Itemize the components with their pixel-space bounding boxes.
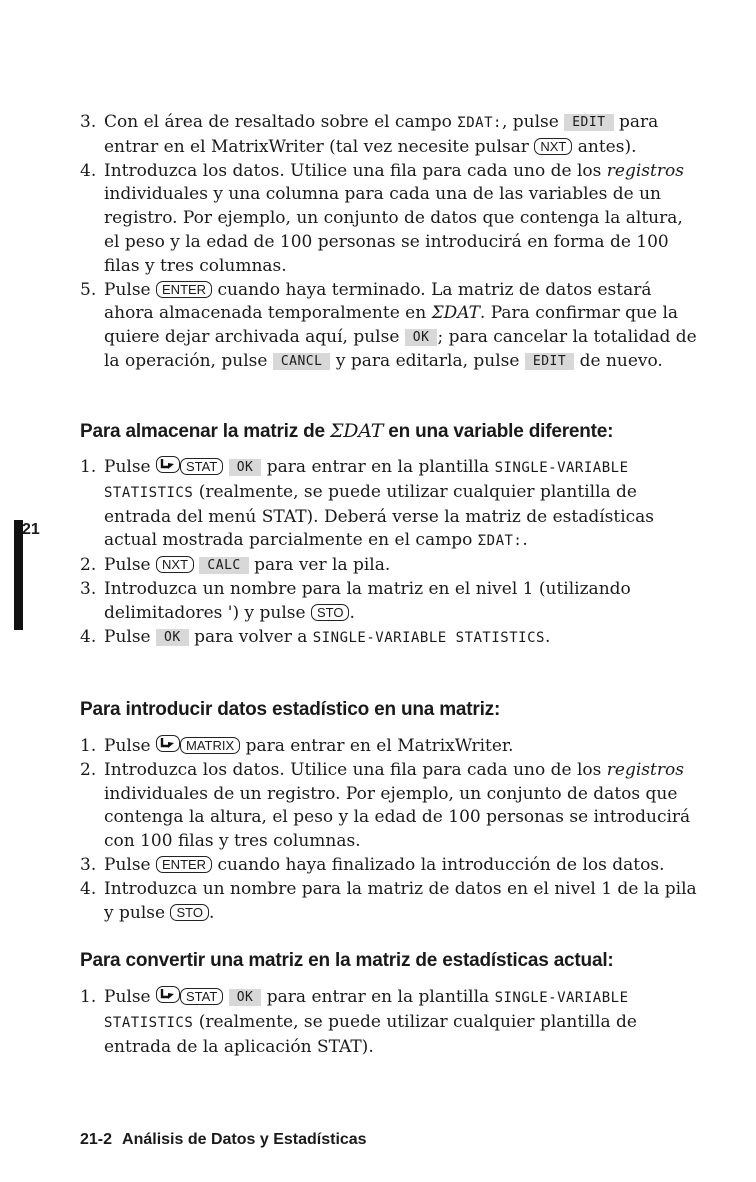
sto-key: STO xyxy=(170,904,209,921)
step-2: 2. Pulse NXT CALC para ver la pila. xyxy=(80,555,391,576)
page-footer xyxy=(80,1131,367,1149)
step-5: 5. Pulse ENTER cuando haya terminado. La matriz de datos estará ahora almacenada temporalmente en ΣDAT. Para confirmar que la quiere dejar archivada aquí, pulse OK ; para cancelar la totalidad de la operación, pulse CANCL y para editarla, pulse EDIT de nuevo. xyxy=(80,279,697,371)
chapter-title: Análisis de Datos y Estadísticas xyxy=(122,1131,367,1148)
steps-continuation xyxy=(80,111,700,374)
steps-introducir xyxy=(80,735,700,925)
template-name: SINGLE-VARIABLE STATISTICS xyxy=(104,460,629,501)
enter-key: ENTER xyxy=(156,281,212,298)
sto-key: STO xyxy=(311,604,350,621)
right-shift-icon xyxy=(156,986,180,1003)
nxt-key: NXT xyxy=(156,556,194,573)
stat-key: STAT xyxy=(180,458,223,475)
field-sdat: ΣDAT: xyxy=(477,533,523,550)
section-heading-almacenar: Para almacenar la matriz de ΣDAT en una variable diferente: xyxy=(80,420,614,442)
section-heading-introducir: Para introducir datos estadístico en una matriz: xyxy=(80,699,501,720)
ok-softkey: OK xyxy=(156,629,189,646)
template-name: SINGLE-VARIABLE STATISTICS xyxy=(312,629,545,646)
chapter-tab-number: 21 xyxy=(22,521,40,538)
step-1: 1. Pulse STAT OK para entrar en la plantilla SINGLE-VARIABLE STATISTICS (realmente, se puede utilizar cualquier plantilla de entrada del menú STAT). Deberá verse la matriz de estadísticas actual mostrada parcialmente en el campo ΣDAT:. xyxy=(80,457,655,551)
matrix-key: MATRIX xyxy=(180,737,240,754)
page-number: 21-2 xyxy=(80,1131,113,1148)
calc-softkey: CALC xyxy=(199,557,248,574)
step-1: 1. Pulse MATRIX para entrar en el MatrixWriter. xyxy=(80,736,514,756)
template-name: SINGLE-VARIABLE STATISTICS xyxy=(104,990,629,1031)
ok-softkey: OK xyxy=(229,989,262,1006)
right-shift-icon xyxy=(156,735,180,752)
step-1: 1. Pulse STAT OK para entrar en la plantilla SINGLE-VARIABLE STATISTICS (realmente, se puede utilizar cualquier plantilla de entrada de la aplicación STAT). xyxy=(80,987,637,1057)
ok-softkey: OK xyxy=(405,329,438,346)
step-3: 3. Introduzca un nombre para la matriz en el nivel 1 (utilizando delimitadores ') y pulse STO . xyxy=(80,578,631,623)
edit-softkey: EDIT xyxy=(564,114,613,131)
nxt-key: NXT xyxy=(534,138,572,155)
step-4: 4. Pulse OK para volver a SINGLE-VARIABLE STATISTICS. xyxy=(80,626,551,647)
steps-convertir xyxy=(80,986,700,1059)
ok-softkey: OK xyxy=(229,459,262,476)
section-heading-convertir: Para convertir una matriz en la matriz de estadísticas actual: xyxy=(80,950,614,971)
step-2: 2. Introduzca los datos. Utilice una fila para cada uno de los registros individuales de un registro. Por ejemplo, un conjunto de datos que contenga la altura, el peso y la edad de 100 personas se introducirá con 100 filas y tres columnas. xyxy=(80,759,691,852)
step-3: 3. Con el área de resaltado sobre el campo ΣDAT:, pulse EDIT para entrar en el MatrixWriter (tal vez necesite pulsar NXT antes). xyxy=(80,112,659,157)
steps-almacenar xyxy=(80,456,700,650)
step-4: 4. Introduzca un nombre para la matriz de datos en el nivel 1 de la pila y pulse STO . xyxy=(80,878,697,923)
step-4: 4. Introduzca los datos. Utilice una fila para cada uno de los registros individuales y una columna para cada una de las variables de un registro. Por ejemplo, un conjunto de datos que contenga la altura, el peso y la edad de 100 personas se introducirá en forma de 100 filas y tres columnas. xyxy=(80,160,684,276)
step-3: 3. Pulse ENTER cuando haya finalizado la introducción de los datos. xyxy=(80,854,665,875)
cancl-softkey: CANCL xyxy=(273,353,331,370)
right-shift-icon xyxy=(156,456,180,473)
stat-key: STAT xyxy=(180,988,223,1005)
edit-softkey: EDIT xyxy=(525,353,574,370)
enter-key: ENTER xyxy=(156,856,212,873)
field-sdat: ΣDAT: xyxy=(457,115,502,131)
